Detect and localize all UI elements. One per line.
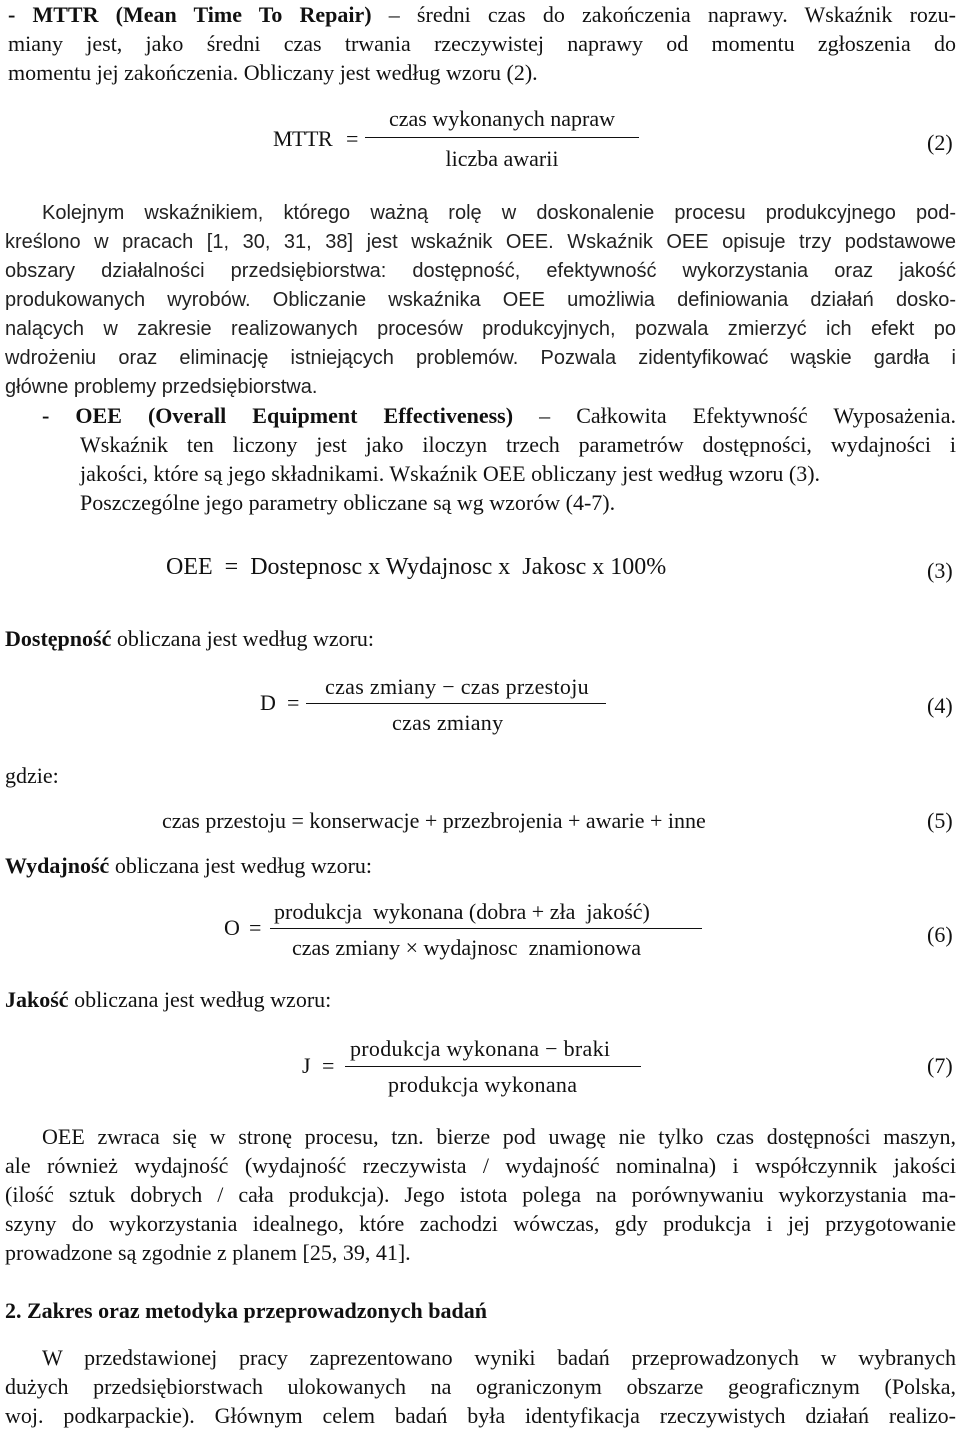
- wydajnosc-term: Wydajność: [5, 853, 110, 878]
- eq6-numerator: produkcja wykonana (dobra + zła jakość): [274, 899, 650, 924]
- eq2-number: (2): [927, 130, 953, 155]
- oee-summary-line-2: ale również wydajność (wydajność rzeczywista / wydajność nominalna) i współczynnik jakości: [5, 1153, 956, 1178]
- section-2-line-2: dużych przedsiębiorstwach ulokowanych na ograniczonym obszarze geograficznym (Polska,: [5, 1374, 956, 1399]
- eq7-denominator: produkcja wykonana: [388, 1072, 578, 1097]
- mttr-definition-line-1: [8, 2, 956, 28]
- eq5-number: (5): [927, 808, 953, 833]
- wydajnosc-text: obliczana jest według wzoru:: [109, 853, 373, 878]
- eq2-fraction-bar: [365, 137, 639, 138]
- dostepnosc-text: obliczana jest według wzoru:: [111, 626, 375, 651]
- dostepnosc-term: Dostępność: [5, 626, 112, 651]
- jakosc-term: Jakość: [5, 987, 69, 1012]
- mttr-definition-line-2: miany jest, jako średni czas trwania rzeczywistej naprawy od momentu zgłoszenia do: [8, 31, 956, 56]
- eq6-lhs: O: [224, 915, 240, 940]
- eq7-numerator: produkcja wykonana − braki: [350, 1036, 611, 1061]
- jakosc-heading: [5, 987, 331, 1013]
- oee-para-line-7: główne problemy przedsiębiorstwa.: [5, 376, 318, 398]
- eq2-denominator: liczba awarii: [445, 146, 559, 171]
- oee-para-line-1: Kolejnym wskaźnikiem, którego ważną rolę w doskonalenie procesu produkcyjnego pod-: [42, 202, 956, 224]
- eq4-number: (4): [927, 693, 953, 718]
- mttr-definition-text: – średni czas do zakończenia naprawy. Wskaźnik rozu-: [371, 2, 956, 27]
- oee-para-line-3: obszary działalności przedsiębiorstwa: dostępność, efektywność wykorzystania oraz jakość: [5, 260, 956, 282]
- eq4-numerator: czas zmiany − czas przestoju: [325, 674, 589, 699]
- oee-definition-line-2: Wskaźnik ten liczony jest jako iloczyn trzech parametrów dostępności, wydajności i: [80, 432, 956, 457]
- oee-definition-text: – Całkowita Efektywność Wyposażenia.: [513, 403, 956, 428]
- gdzie-label: gdzie:: [5, 763, 59, 788]
- eq2-numerator: czas wykonanych napraw: [388, 106, 615, 131]
- oee-summary-line-5: prowadzone są zgodnie z planem [25, 39, 41].: [5, 1240, 411, 1265]
- eq6-denominator: czas zmiany × wydajnosc znamionowa: [292, 935, 642, 960]
- eq6-number: (6): [927, 922, 953, 947]
- eq7-lhs: J: [302, 1053, 311, 1078]
- oee-para-line-5: nalących w zakresie realizowanych procesów produkcyjnych, pozwala zmierzyć ich efekt po: [5, 318, 956, 340]
- oee-para-line-4: produkowanych wyrobów. Obliczanie wskaźnika OEE umożliwia definiowania działań dosko-: [5, 289, 956, 311]
- oee-definition-line-4: Poszczególne jego parametry obliczane są wg wzorów (4-7).: [80, 490, 616, 515]
- oee-definition-line-1: [42, 403, 956, 429]
- dostepnosc-heading: [5, 626, 374, 652]
- eq7-fraction-bar: [345, 1066, 641, 1067]
- section-2-line-1: W przedstawionej pracy zaprezentowano wyniki badań przeprowadzonych w wybranych: [42, 1345, 956, 1370]
- eq7-equals: =: [322, 1053, 335, 1078]
- oee-definition-line-3: jakości, które są jego składnikami. Wskaźnik OEE obliczany jest według wzoru (3).: [80, 461, 821, 486]
- eq7-number: (7): [927, 1053, 953, 1078]
- jakosc-text: obliczana jest według wzoru:: [68, 987, 332, 1012]
- eq2-equals: =: [346, 126, 359, 151]
- eq4-denominator: czas zmiany: [392, 710, 504, 735]
- oee-summary-line-1: OEE zwraca się w stronę procesu, tzn. bierze pod uwagę nie tylko czas dostępności maszyn,: [42, 1124, 956, 1149]
- section-2-heading: 2. Zakres oraz metodyka przeprowadzonych badań: [5, 1298, 487, 1323]
- eq4-fraction-bar: [306, 703, 606, 704]
- oee-term: - OEE (Overall Equipment Effectiveness): [42, 403, 514, 428]
- oee-summary-line-4: szyny do wykorzystania idealnego, które zachodzi wówczas, gdy produkcja i jej przygotowanie: [5, 1211, 956, 1236]
- eq2-lhs: MTTR: [273, 126, 333, 151]
- oee-para-line-2: kreślono w pracach [1, 30, 31, 38] jest wskaźnik OEE. Wskaźnik OEE opisuje trzy podstawowe: [5, 231, 956, 253]
- eq4-equals: =: [287, 690, 300, 715]
- section-2-line-3: woj. podkarpackie). Głównym celem badań była identyfikacja rzeczywistych działań realizo-: [5, 1403, 956, 1428]
- eq3-number: (3): [927, 558, 953, 583]
- mttr-term: - MTTR (Mean Time To Repair): [8, 2, 372, 27]
- eq5: czas przestoju = konserwacje + przezbrojenia + awarie + inne: [162, 808, 706, 833]
- eq4-lhs: D: [260, 690, 276, 715]
- wydajnosc-heading: [5, 853, 372, 879]
- mttr-definition-line-3: momentu jej zakończenia. Obliczany jest według wzoru (2).: [8, 60, 538, 85]
- oee-para-line-6: wdrożeniu oraz eliminację istniejących problemów. Pozwala zidentyfikować wąskie gardła i: [5, 347, 956, 369]
- eq6-fraction-bar: [270, 928, 702, 929]
- oee-summary-line-3: (ilość sztuk dobrych / cała produkcja). Jego istota polega na porównywaniu wykorzystania ma-: [5, 1182, 956, 1207]
- eq3: OEE = Dostepnosc x Wydajnosc x Jakosc x 100%: [166, 554, 667, 580]
- eq6-equals: =: [249, 915, 262, 940]
